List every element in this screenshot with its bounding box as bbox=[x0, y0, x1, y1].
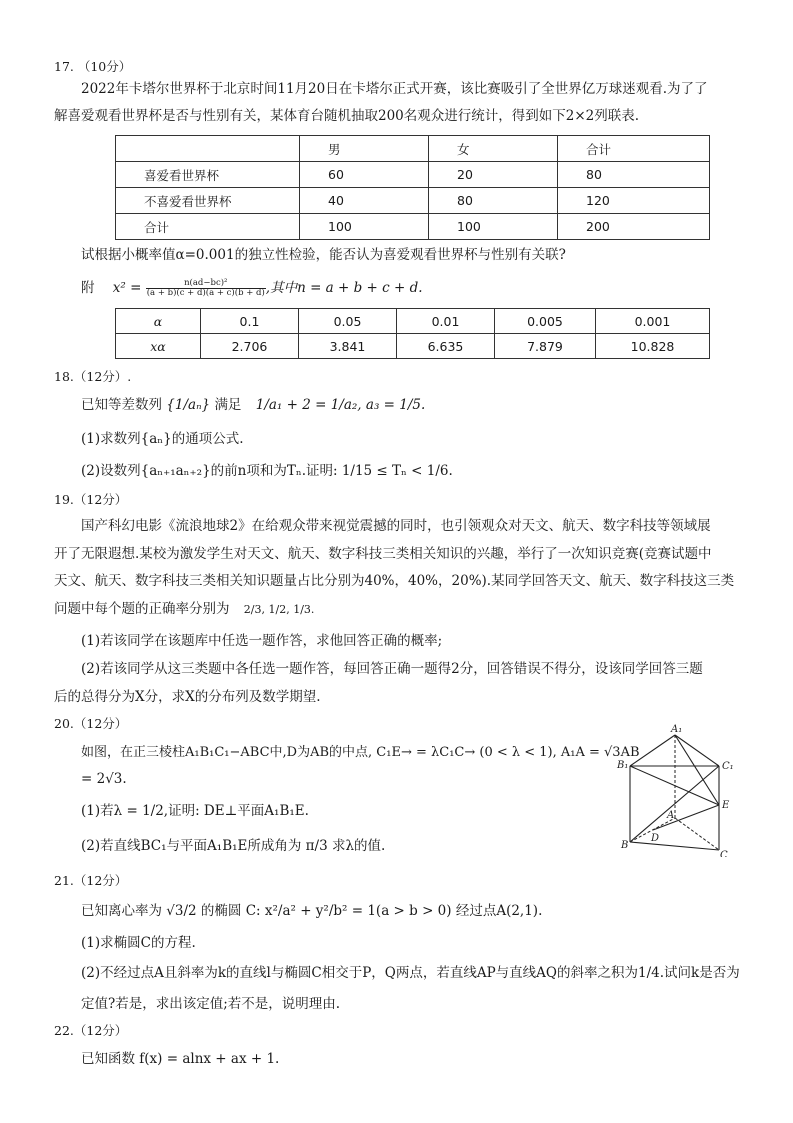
formula-tail: ,其中n = a + b + c + d. bbox=[265, 280, 423, 296]
q21-part2-a: (2)不经过点A且斜率为k的直线l与椭圆C相交于P，Q两点，若直线AP与直线AQ的斜率之积为1/4.试问k是否为 bbox=[81, 965, 740, 981]
critical-value-table bbox=[115, 308, 710, 359]
table-cell: 40 bbox=[300, 188, 429, 214]
q19-line3: 天文、航天、数字科技三类相关知识题量占比分别为40%，40%，20%).某同学回答天文、航天、数字科技这三类 bbox=[54, 573, 735, 589]
q20-heading: 20.（12分） bbox=[54, 716, 128, 731]
q19-line2: 开了无限遐想.某校为激发学生对天文、航天、数字科技三类相关知识的兴趣，举行了一次知识竞赛(竞赛试题中 bbox=[54, 546, 712, 562]
formula-label: 附 bbox=[81, 280, 95, 296]
table-row bbox=[116, 188, 710, 214]
table-cell: 3.841 bbox=[299, 334, 397, 359]
q17-question: 试根据小概率值α=0.001的独立性检验，能否认为喜爱观看世界杯与性别有关联? bbox=[81, 247, 566, 263]
formula-lhs: x² = bbox=[112, 280, 142, 296]
table-cell: 6.635 bbox=[397, 334, 495, 359]
q18-part1: (1)求数列{aₙ}的通项公式. bbox=[81, 431, 244, 447]
q21-part1: (1)求椭圆C的方程. bbox=[81, 935, 196, 951]
table-cell: 2.706 bbox=[201, 334, 299, 359]
q20-line1: 如图，在正三棱柱A₁B₁C₁−ABC中,D为AB的中点, C₁E→ = λC₁C→ (0 < λ < 1), A₁A = √3AB bbox=[81, 745, 640, 760]
table-cell: 60 bbox=[300, 162, 429, 188]
q22-line1: 已知函数 f(x) = alnx + ax + 1. bbox=[81, 1051, 280, 1067]
label-C: C bbox=[720, 850, 728, 857]
q22-heading: 22.（12分） bbox=[54, 1023, 128, 1038]
q18-heading: 18.（12分）. bbox=[54, 369, 132, 384]
table-cell: 喜爱看世界杯 bbox=[116, 162, 300, 188]
q19-part2-a: (2)若该同学从这三类题中各任选一题作答，每回答正确一题得2分，回答错误不得分，设该同学回答三题 bbox=[81, 661, 703, 677]
table-cell: 120 bbox=[558, 188, 710, 214]
table-cell: 合计 bbox=[116, 214, 300, 240]
q19-rates: 2/3, 1/2, 1/3. bbox=[243, 603, 315, 616]
formula-numerator: n(ad−bc)² bbox=[146, 279, 266, 289]
table-cell: 20 bbox=[429, 162, 558, 188]
table-cell: 0.05 bbox=[299, 309, 397, 334]
formula-denominator: (a + b)(c + d)(a + c)(b + d) bbox=[146, 288, 265, 298]
label-B: B bbox=[621, 840, 629, 851]
q18-sequence: {1/aₙ} bbox=[166, 397, 211, 413]
label-D: D bbox=[651, 833, 660, 844]
q18-intro-b: 满足 bbox=[214, 397, 242, 413]
table-cell: 100 bbox=[300, 214, 429, 240]
q20-line2: = 2√3. bbox=[81, 771, 127, 787]
table-cell: 10.828 bbox=[596, 334, 710, 359]
table-cell: 7.879 bbox=[495, 334, 596, 359]
table-cell bbox=[116, 136, 300, 162]
q18-part2: (2)设数列{aₙ₊₁aₙ₊₂}的前n项和为Tₙ.证明: 1/15 ≤ Tₙ < 1/6. bbox=[81, 463, 453, 479]
label-A: A bbox=[667, 810, 675, 821]
q18-condition: 1/a₁ + 2 = 1/a₂, a₃ = 1/5. bbox=[255, 397, 426, 413]
q17-formula bbox=[81, 277, 423, 299]
q17-line2: 解喜爱观看世界杯是否与性别有关，某体育台随机抽取200名观众进行统计，得到如下2×2列联表. bbox=[54, 108, 640, 124]
q21-line1: 已知离心率为 √3/2 的椭圆 C: x²/a² + y²/b² = 1(a > b > 0) 经过点A(2,1). bbox=[81, 903, 543, 919]
table-cell: 0.1 bbox=[201, 309, 299, 334]
table-cell: xα bbox=[116, 334, 201, 359]
table-row bbox=[116, 309, 710, 334]
table-cell: 80 bbox=[558, 162, 710, 188]
table-row bbox=[116, 136, 710, 162]
q19-line1: 国产科幻电影《流浪地球2》在给观众带来视觉震撼的同时，也引领观众对天文、航天、数字科技等领域展 bbox=[81, 518, 711, 534]
table-row bbox=[116, 334, 710, 359]
q19-part1: (1)若该同学在该题库中任选一题作答，求他回答正确的概率; bbox=[81, 633, 443, 649]
label-C1: C₁ bbox=[722, 761, 734, 772]
q19-line4-text: 问题中每个题的正确率分别为 bbox=[54, 601, 230, 617]
q17-heading: 17. （10分） bbox=[54, 59, 132, 74]
table-cell: 200 bbox=[558, 214, 710, 240]
table-cell: 女 bbox=[429, 136, 558, 162]
table-cell: 不喜爱看世界杯 bbox=[116, 188, 300, 214]
q21-part2-b: 定值?若是，求出该定值;若不是，说明理由. bbox=[81, 996, 341, 1012]
formula-fraction bbox=[146, 279, 266, 298]
contingency-table bbox=[115, 135, 710, 240]
q18-intro-a: 已知等差数列 bbox=[81, 397, 162, 413]
table-cell: 0.005 bbox=[495, 309, 596, 334]
table-row bbox=[116, 214, 710, 240]
table-cell: 80 bbox=[429, 188, 558, 214]
q19-line4 bbox=[54, 598, 314, 621]
q17-line1: 2022年卡塔尔世界杯于北京时间11月20日在卡塔尔正式开赛，该比赛吸引了全世界亿万球迷观看.为了了 bbox=[81, 81, 708, 97]
table-cell: α bbox=[116, 309, 201, 334]
table-cell: 男 bbox=[300, 136, 429, 162]
label-E: E bbox=[722, 800, 730, 811]
prism-figure bbox=[615, 722, 745, 857]
label-B1: B₁ bbox=[617, 760, 629, 771]
q19-heading: 19.（12分） bbox=[54, 492, 128, 507]
q21-heading: 21.（12分） bbox=[54, 873, 128, 888]
table-cell: 合计 bbox=[558, 136, 710, 162]
q18-intro bbox=[81, 394, 425, 416]
table-row bbox=[116, 162, 710, 188]
table-cell: 0.001 bbox=[596, 309, 710, 334]
q20-part2: (2)若直线BC₁与平面A₁B₁E所成角为 π/3 求λ的值. bbox=[81, 838, 386, 854]
table-cell: 0.01 bbox=[397, 309, 495, 334]
q20-part1: (1)若λ = 1/2,证明: DE⊥平面A₁B₁E. bbox=[81, 803, 309, 819]
q19-part2-b: 后的总得分为X分，求X的分布列及数学期望. bbox=[54, 689, 321, 705]
table-cell: 100 bbox=[429, 214, 558, 240]
label-A1: A₁ bbox=[671, 724, 683, 735]
